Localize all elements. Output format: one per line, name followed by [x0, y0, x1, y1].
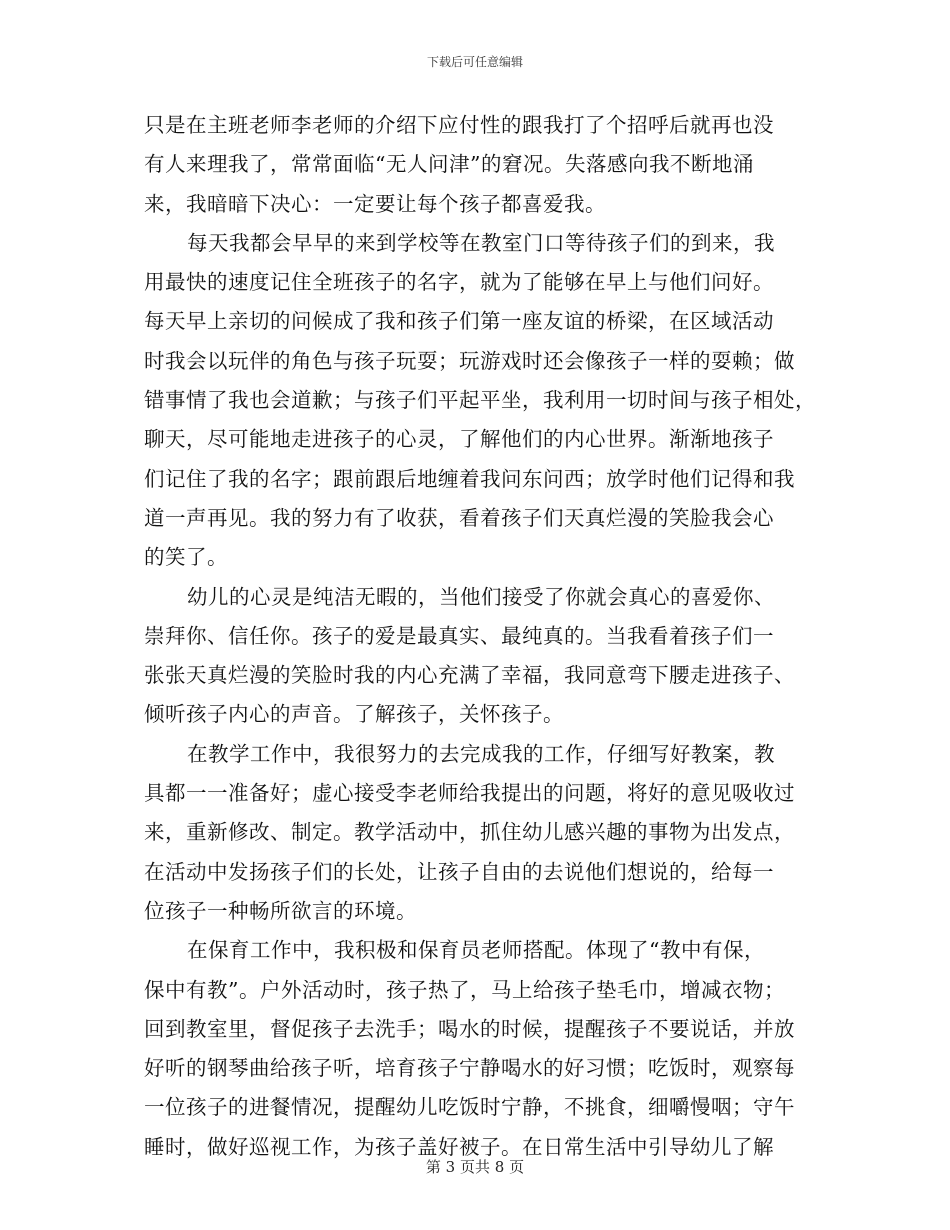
text-line: 只是在主班老师李老师的介绍下应付性的跟我打了个招呼后就再也没 — [144, 113, 774, 137]
text-line: 崇拜你、信任你。孩子的爱是最真实、最纯真的。当我看着孩子们一 — [144, 623, 774, 648]
text-line: 用最快的速度记住全班孩子的名字，就为了能够在早上与他们问好。 — [144, 270, 774, 295]
text-line: 的笑了。 — [144, 545, 228, 570]
text-line: 道一声再见。我的努力有了收获，看着孩子们天真烂漫的笑脸我会心 — [144, 505, 774, 530]
paragraph — [144, 224, 844, 578]
paragraph — [144, 578, 844, 735]
text-line: 来，重新修改、制定。教学活动中，抓住幼儿感兴趣的事物为出发点， — [144, 820, 795, 845]
text-line: 保中有教”。户外活动时，孩子热了，马上给孩子垫毛巾，增减衣物； — [144, 977, 785, 1002]
text-line: 回到教室里，督促孩子去洗手；喝水的时候，提醒孩子不要说话，并放 — [144, 1016, 795, 1041]
document-body — [144, 106, 844, 1167]
text-line: 位孩子一种畅所欲言的环境。 — [144, 898, 417, 923]
text-line: 在保育工作中，我积极和保育员老师搭配。体现了“教中有保， — [187, 938, 765, 963]
page-header-note: 下载后可任意编辑 — [426, 55, 523, 69]
text-line: 倾听孩子内心的声音。了解孩子，关怀孩子。 — [144, 702, 564, 727]
text-line: 们记住了我的名字；跟前跟后地缠着我问东问西；放学时他们记得和我 — [144, 466, 795, 491]
text-line: 聊天，尽可能地走进孩子的心灵，了解他们的内心世界。渐渐地孩子 — [144, 427, 774, 452]
text-line: 好听的钢琴曲给孩子听，培育孩子宁静喝水的好习惯；吃饭时，观察每 — [144, 1056, 795, 1081]
text-line: 张张天真烂漫的笑脸时我的内心充满了幸福，我同意弯下腰走进孩子、 — [144, 663, 795, 688]
text-line: 有人来理我了，常常面临“无人问津”的窘况。失落感向我不断地涌 — [144, 152, 754, 177]
text-line: 时我会以玩伴的角色与孩子玩耍；玩游戏时还会像孩子一样的耍赖；做 — [144, 348, 795, 373]
paragraph — [144, 106, 844, 224]
text-line: 来，我暗暗下决心：一定要让每个孩子都喜爱我。 — [144, 191, 606, 216]
page-number-footer: 第 3 页共 8 页 — [425, 1158, 525, 1176]
text-line: 在教学工作中，我很努力的去完成我的工作，仔细写好教案，教 — [187, 741, 775, 766]
paragraph — [144, 735, 844, 931]
text-line: 幼儿的心灵是纯洁无暇的，当他们接受了你就会真心的喜爱你、 — [187, 584, 775, 609]
text-line: 每天早上亲切的问候成了我和孩子们第一座友谊的桥梁，在区域活动 — [144, 309, 774, 334]
text-line: 具都一一准备好；虚心接受李老师给我提出的问题，将好的意见吸收过 — [144, 781, 795, 806]
paragraph — [144, 931, 844, 1167]
text-line: 在活动中发扬孩子们的长处，让孩子自由的去说他们想说的，给每一 — [144, 859, 774, 884]
text-line: 一位孩子的进餐情况，提醒幼儿吃饭时宁静，不挑食，细嚼慢咽；守午 — [144, 1095, 795, 1120]
text-line: 每天我都会早早的来到学校等在教室门口等待孩子们的到来，我 — [187, 230, 775, 255]
text-line: 错事情了我也会道歉；与孩子们平起平坐，我利用一切时间与孩子相处， — [144, 388, 816, 413]
text-line: 睡时，做好巡视工作，为孩子盖好被子。在日常生活中引导幼儿了解 — [144, 1134, 774, 1159]
